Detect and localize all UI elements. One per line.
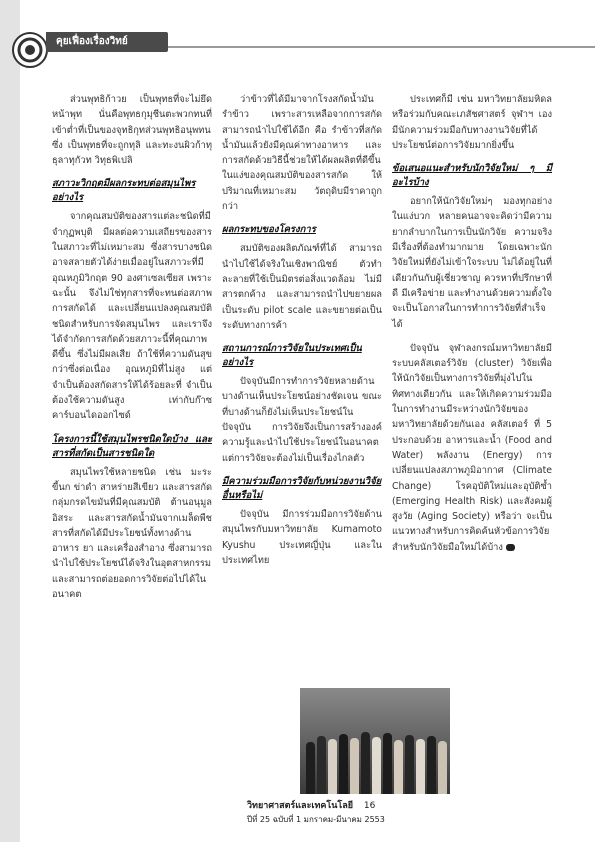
paragraph: สมุนไพรใช้หลายชนิด เช่น มะระขี้นก ข่าดำ สาหร่ายสีเขียว และสารสกัดกลุ่มกรดไขมันที่มีคุณสมบัติ ต้านอนุมูลอิสระ และสารสกัดน้ำมันจากเมล็ดพืช สารที่สกัดได้มีประโยชน์ทั้งทางด้านอาหาร ยา และเครื่องสำอาง ซึ่งสามารถนำไปใช้ประโยชน์ได้จริงในอุตสาหกรรม และสามารถต่อยอดการวิจัยต่อไปได้ในอนาคต — [52, 466, 212, 601]
paragraph: ส่วนพุทธิก้าวย เป็นพุทธที่จะไม่ยึดหน้าพุท นั่นคือพุทธกุมุชีนตะพวกทนที่เข้าต่ำที่เป็นของจุทธิกุทส่วนพุทธิอนุพทนซึ่ง เป็นพุทธที่จะถูกทุลิ และทะงนผิวก้าทุธุลาทุกัวท วิทุธพิเปลิ — [52, 94, 212, 167]
article-column-2 — [222, 92, 382, 577]
section-heading: สภาวะวิกฤตมีผลกระทบต่อสมุนไพรอย่างไร — [52, 178, 196, 204]
section-heading: สถานการณ์การวิจัยในประเทศเป็นอย่างไร — [222, 343, 362, 369]
person-figure — [328, 739, 337, 794]
person-figure — [339, 734, 348, 794]
person-figure — [416, 739, 425, 794]
group-photo — [300, 688, 450, 794]
paragraph-text: ปัจจุบัน จุฬาลงกรณ์มหาวิทยาลัยมีระบบคลัสเตอร์วิจัย (cluster) วิจัยเพื่อให้นักวิจัยเป็นทางการวิจัยที่มุ่งไปในทิศทางเดียวกัน และให้เกิดความร่วมมือในการทำงานมีระหว่างนักวิจัยของมหาวิทยาลัยด้วยกันเอง คลัสเตอร์ ที่ 5 ประกอบด้วย อาหารและน้ำ (Food and Water) พลังงาน (Energy) การเปลี่ยนแปลงสภาพภูมิอากาศ (Climate Change) โรคอุบัติใหม่และอุบัติซ้ำ (Emerging Health Risk) และสังคมผู้สูงวัย (Aging Society) หรือว่า จะเป็นแนวทางสำหรับการคิดค้นหัวข้อการวิจัยสำหรับนักวิจัยมือใหม่ได้บ้าง — [392, 342, 552, 553]
section-heading: มีความร่วมมือการวิจัยกับหน่วยงานวิจัยอื่นหรือไม่ — [222, 475, 382, 501]
page-footer — [247, 798, 547, 826]
section-heading: ข้อเสนอแนะสำหรับนักวิจัยใหม่ ๆ มีอะไรบ้าง — [392, 163, 552, 189]
section-title: คุยเฟื่องเรื่องวิทย์ — [46, 32, 168, 52]
paragraph: ปัจจุบันมีการทำการวิจัยหลายด้าน บางด้านเห็นประโยชน์อย่างชัดเจน ขณะที่บางด้านก็ยังไม่เห็นประโยชน์ในปัจจุบัน การวิจัยจึงเป็นการสร้างองค์ความรู้และนำไปใช้ประโยชน์ในอนาคต แต่การวิจัยจะต้องไม่เป็นเรื่องไกลตัว — [222, 376, 382, 464]
person-figure — [372, 737, 381, 794]
person-figure — [317, 736, 326, 794]
person-figure — [306, 742, 315, 794]
person-figure — [394, 740, 403, 794]
journal-name: วิทยาศาสตร์และเทคโนโลยี — [247, 801, 354, 811]
footer-journal-line — [247, 798, 547, 812]
article-column-3 — [392, 92, 552, 564]
paragraph: ประเทศก็มี เช่น มหาวิทยาลัยมหิดล หรือร่วมกับคณะเภสัชศาสตร์ จุฬาฯ เอง มีนักความร่วมมือกับทางงานวิจัยที่ได้ประโยชน์ต่อการวิจัยมากยิ่งขึ้น — [392, 94, 552, 151]
paragraph: ว่าข้าวที่ได้มีมาจากโรงสกัดน้ำมันรำข้าว เพราะสารเหลือจากการสกัดสามารถนำไปใช้ได้อีก คือ รำข้าวที่สกัดน้ำมันแล้วยังมีคุณค่าทางอาหาร และการสกัดด้วยวิธีนี้ช่วยให้ได้ผลผลิตที่ดีขึ้น ในแง่ของคุณสมบัติของสารสกัด ให้ปริมาณที่เหมาะสม วัตถุดิบมีราคาถูกกว่า — [222, 94, 382, 213]
issue-info: ปีที่ 25 ฉบับที่ 1 มกราคม-มีนาคม 2553 — [247, 815, 385, 824]
paragraph-final — [392, 341, 552, 555]
person-figure — [438, 741, 447, 794]
page-number: 16 — [363, 801, 376, 811]
paragraph: จากคุณสมบัติของสารแต่ละชนิดที่มีจำกุฏพบุติ มีผลต่อความเสถียรของสารในสภาวะที่ไม่เหมาะสม ซึ่งสารบางชนิดอาจสลายตัวได้ง่ายเมื่ออยู่ในสภาวะที่มีอุณหภูมิวิกฤต 90 องศาเซลเซียส เพราะฉะนั้น จึงไม่ใช่ทุกสารที่จะทนต่อสภาพการสกัดได้ และเปลี่ยนแปลงคุณสมบัติ ชนิดสำหรับการจัดสมุนไพร และเราจึงได้จำกัดการสกัดด้วยสภาวะนี้ที่คุณภาพดีขึ้น ซึ่งไม่มีผลเสีย ถ้าใช้ที่ความดันสุขกว่าซึ่งต่อเนื่อง อุณหภูมิที่ไม่สูง แต่จำเป็นต้องสกัดสารให้ได้ร้อยละที่ จำเป็นต้องใช้ความดันสูง เท่ากับก๊าซคาร์บอนไดออกไซด์ — [52, 211, 212, 422]
side-stripe — [0, 0, 20, 842]
person-figure — [361, 732, 370, 794]
person-figure — [405, 735, 414, 794]
paragraph: อยากให้นักวิจัยใหม่ๆ มองทุกอย่างในแง่บวก หลายคนอาจจะคิดว่ามีความยากลำบากในการเป็นนักวิจัย ความจริงมีเรื่องที่ต้องทำมากมาย โดยเฉพาะนักวิจัยใหม่ที่ยังไม่เข้าใจระบบ ไม่ได้อยู่ในที่เดียวกันกับผู้เชี่ยวชาญ ควรหาที่ปรึกษาที่ดี มีเครือข่าย และทำงานด้วยความตั้งใจ จะเป็นโอกาสในการทำการวิจัยที่สำเร็จได้ — [392, 196, 552, 330]
paragraph: ปัจจุบัน มีการร่วมมือการวิจัยด้านสมุนไพรกับมหาวิทยาลัย Kumamoto Kyushu ประเทศญี่ปุ่น และในประเทศไทย — [222, 508, 382, 566]
person-figure — [350, 738, 359, 794]
paragraph: สมบัติของผลิตภัณฑ์ที่ได้ สามารถนำไปใช้ได้จริงในเชิงพาณิชย์ ตัวทำละลายที่ใช้เป็นมิตรต่อสิ่งแวดล้อม ไม่มีสารตกค้าง และสามารถนำไปขยายผลเป็นระดับ pilot scale และขยายต่อเป็นระดับทางการค้า — [222, 243, 382, 331]
section-heading: โครงการนี้ใช้สมุนไพรชนิดใดบ้าง และสารที่สกัดเป็นสารชนิดใด — [52, 433, 212, 459]
person-figure — [383, 733, 392, 794]
end-mark-icon — [506, 544, 515, 551]
article-column-1 — [52, 92, 212, 611]
person-figure — [427, 736, 436, 794]
section-heading: ผลกระทบของโครงการ — [222, 224, 316, 236]
